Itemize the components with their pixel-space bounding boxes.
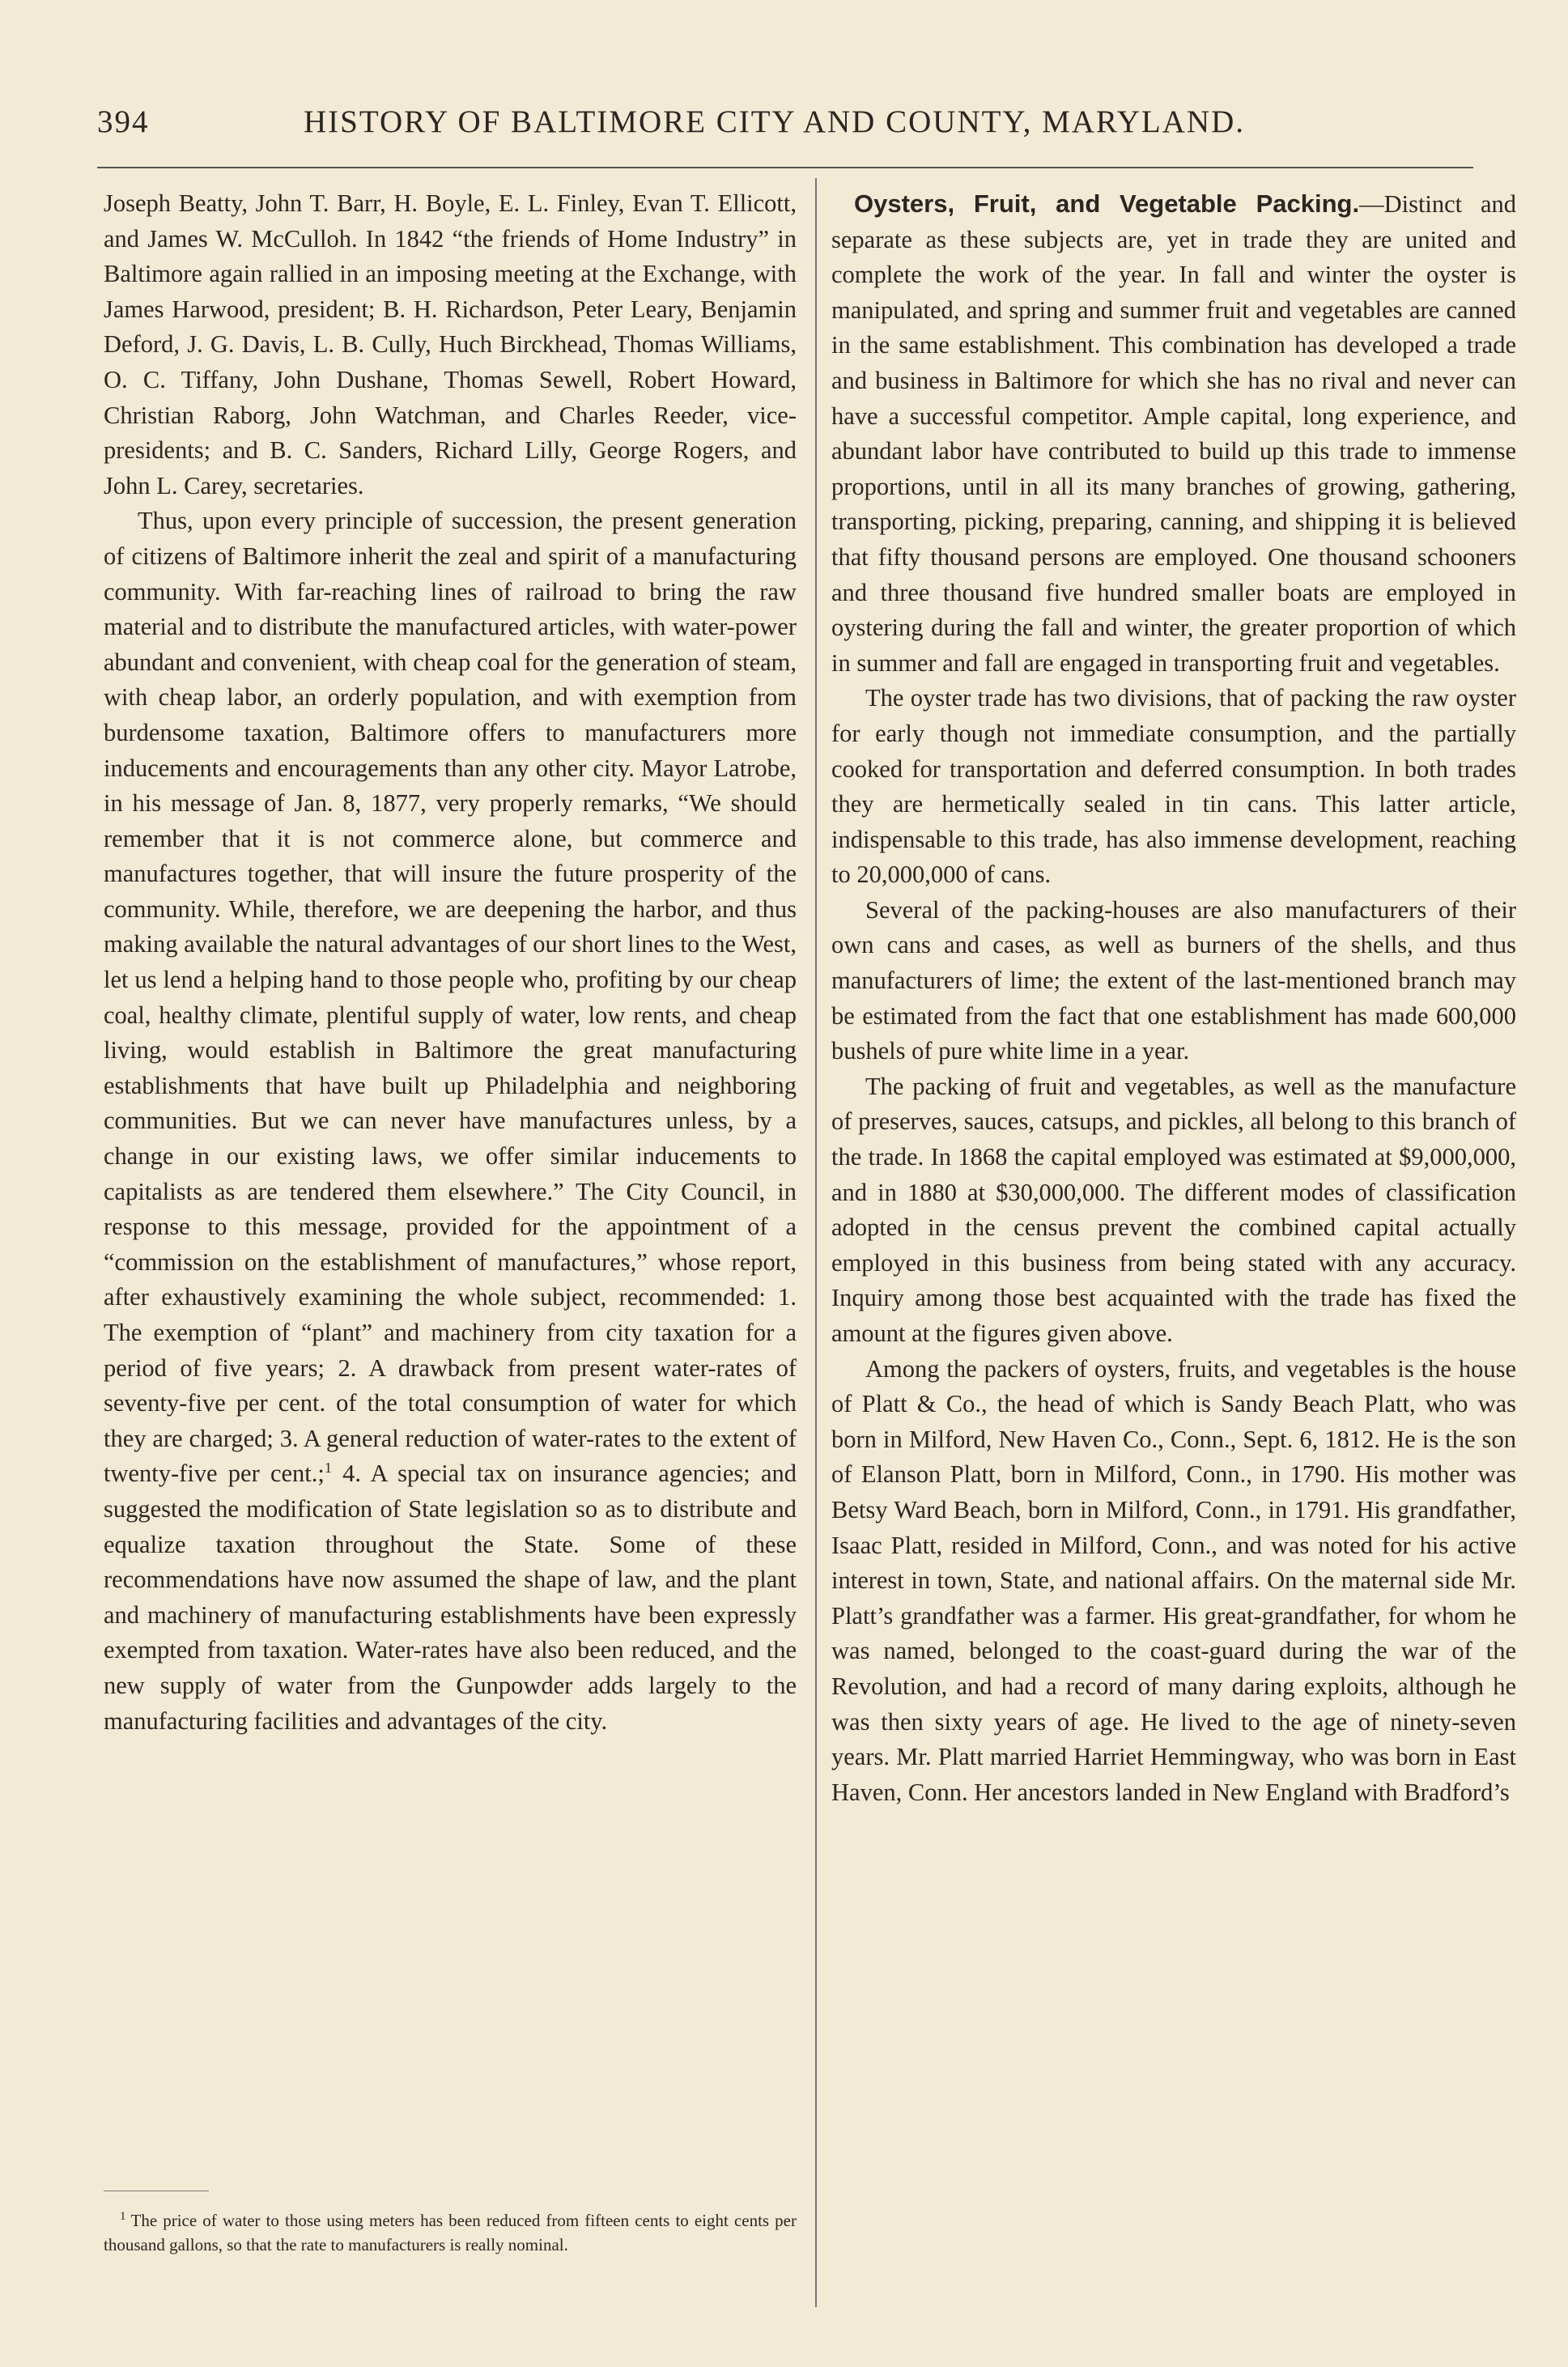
right-paragraph-4: The packing of fruit and vegetables, as well as the manufacture of preserves, sauces, catsups, and pickles, all belong to this branch of the trade. In 1868 the capital employed was estimated at $9,000,000, and in 1880 at $30,000,000. The different modes of classification adopted in the census prevent the combined capital actually employed in this business from being stated with any accuracy. Inquiry among those best acquainted with the trade has fixed the amount at the figures given above. [831, 1072, 1516, 1347]
footnote-text: The price of water to those using meters has been reduced from fifteen cents to eight cents per thousand gallons, so that the rate to manufacturers is really nominal. [104, 2211, 797, 2254]
right-paragraph-5: Among the packers of oysters, fruits, and vegetables is the house of Platt & Co., the head of which is Sandy Beach Platt, who was born in Milford, New Haven Co., Conn., Sept. 6, 1812. He is the son of Elanson Platt, born in Milford, Conn., in 1790. His mother was Betsy Ward Beach, born in Milford, Conn., in 1791. His grandfather, Isaac Platt, resided in Milford, Conn., and was noted for his active interest in town, State, and national affairs. On the maternal side Mr. Platt’s grandfather was a farmer. His great-grandfather, for whom he was named, belonged to the coast-guard during the war of the Revolution, and had a record of many daring exploits, although he was then sixty years of age. He lived to the age of ninety-seven years. Mr. Platt married Harriet Hemmingway, who was born in East Haven, Conn. Her ancestors landed in New England with Bradford’s [831, 1354, 1516, 1806]
left-paragraph-2-text-a: Thus, upon every principle of succession, the present generation of citizens of Baltimore inherit the zeal and spirit of a manufacturing community. With far-reaching lines of railroad to bring the raw material and to distribute the manufactured articles, with water-power abundant and convenient, with cheap coal for the generation of steam, with cheap labor, an orderly population, and with exemption from burdensome taxation, Baltimore offers to manufacturers more inducements and encouragements than any other city. Mayor Latrobe, in his message of Jan. 8, 1877, very properly remarks, “We should remember that it is not commerce alone, but commerce and manufactures together, that will insure the future prosperity of the community. While, therefore, we are deepening the harbor, and thus making available the natural advantages of our short lines to the West, let us lend a helping hand to those people who, profiting by our cheap coal, healthy climate, plentiful supply of water, low rents, and cheap living, would establish in Baltimore the great manufacturing establishments that have built up Philadelphia and neighboring communities. But we can never have manufactures unless, by a change in our existing laws, we offer similar inducements to capitalists as are tendered them elsewhere.” The City Council, in response to this message, provided for the appointment of a “commission on the establishment of manufactures,” whose report, after exhaustively examining the whole subject, recommended: 1. The exemption of “plant” and machinery from city taxation for a period of five years; 2. A drawback from present water-rates of seventy-five per cent. of the total consumption of water for which they are charged; 3. A general reduction of water-rates to the extent of twenty-five per cent.; [104, 507, 797, 1488]
column-divider [815, 178, 817, 2307]
footnote [104, 2208, 797, 2257]
footnote-reference: 1 [324, 1460, 332, 1477]
right-paragraph-1 [831, 186, 1516, 681]
page-number: 394 [97, 104, 150, 139]
running-title: HISTORY OF BALTIMORE CITY AND COUNTY, MARYLAND. [304, 104, 1245, 139]
right-paragraph-2: The oyster trade has two divisions, that of packing the raw oyster for early though not immediate consumption, and the partially cooked for transportation and deferred consumption. In both trades they are hermetically sealed in tin cans. This latter article, indispensable to this trade, has also immense development, reaching to 20,000,000 of cans. [831, 684, 1516, 889]
right-column [831, 186, 1516, 1810]
section-heading: Oysters, Fruit, and Vegetable Packing. [854, 189, 1360, 218]
footnote-marker: 1 [120, 2210, 126, 2223]
left-paragraph-2-text-b: 4. A special tax on insurance agencies; and suggested the modification of State legislation so as to distribute and equalize taxation throughout the State. Some of these recommendations have now assumed the shape of law, and the plant and machinery of manufacturing establishments have been expressly exempted from taxation. Water-rates have also been reduced, and the new supply of water from the Gunpowder adds largely to the manufacturing facilities and advantages of the city. [104, 1460, 797, 1735]
right-paragraph-3: Several of the packing-houses are also manufacturers of their own cans and cases, as well as burners of the shells, and thus manufacturers of lime; the extent of the last-mentioned branch may be estimated from the fact that one establishment has made 600,000 bushels of pure white lime in a year. [831, 895, 1516, 1065]
left-paragraph-2 [104, 504, 797, 1739]
running-header [97, 104, 1473, 152]
left-column [104, 186, 797, 1739]
right-paragraph-1-text: —Distinct and separate as these subjects are, yet in trade they are united and complete the work of the year. In fall and winter the oyster is manipulated, and spring and summer fruit and vegetables are canned in the same establishment. This combination has developed a trade and business in Baltimore for which she has no rival and never can have a successful competitor. Ample capital, long experience, and abundant labor have contributed to build up this trade to immense proportions, until in all its many branches of growing, gathering, transporting, picking, preparing, canning, and shipping it is believed that fifty thousand persons are employed. One thousand schooners and three thousand five hundred smaller boats are employed in oystering during the fall and winter, the greater proportion of which in summer and fall are engaged in transporting fruit and vegetables. [831, 190, 1516, 677]
header-rule [97, 167, 1473, 168]
left-paragraph-1: Joseph Beatty, John T. Barr, H. Boyle, E. L. Finley, Evan T. Ellicott, and James W. McCulloh. In 1842 “the friends of Home Industry” in Baltimore again rallied in an imposing meeting at the Exchange, with James Harwood, president; B. H. Richardson, Peter Leary, Benjamin Deford, J. G. Davis, L. B. Cully, Huch Birckhead, Thomas Williams, O. C. Tiffany, John Dushane, Thomas Sewell, Robert Howard, Christian Raborg, John Watchman, and Charles Reeder, vice-presidents; and B. C. Sanders, Richard Lilly, George Rogers, and John L. Carey, secretaries. [104, 189, 797, 499]
